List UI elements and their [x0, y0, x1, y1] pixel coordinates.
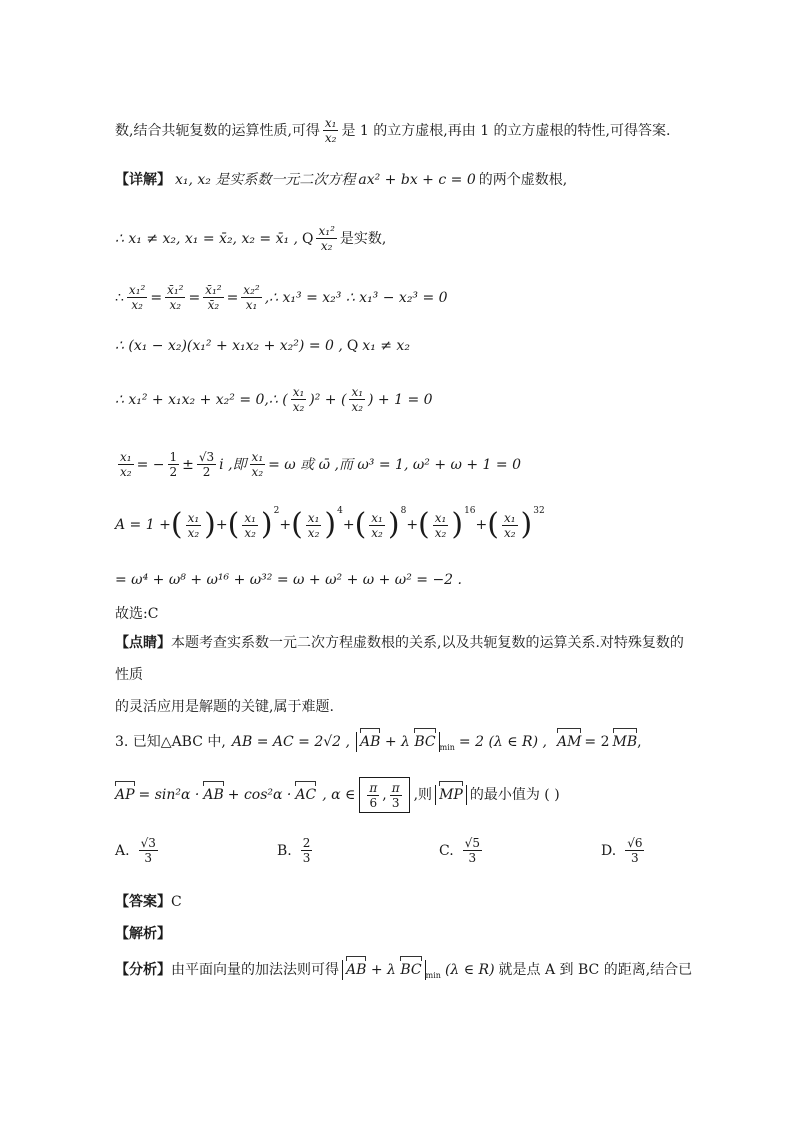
step5-line — [115, 450, 521, 479]
step1-q: Q — [302, 230, 314, 247]
fraction-numerator: π — [369, 780, 378, 795]
step7-expr: = ω⁴ + ω⁸ + ω¹⁶ + ω³² = ω + ω² + ω + ω² = −2 . — [115, 572, 462, 588]
root-fraction — [197, 450, 216, 479]
option-value — [625, 836, 644, 865]
fraction-numerator: x₁ — [120, 450, 132, 464]
plus-sign: + — [342, 517, 355, 533]
fraction-numerator: x₁ — [503, 510, 516, 525]
question3-line-2 — [115, 775, 560, 815]
step2-fraction-4 — [241, 283, 261, 312]
exponent: 2 — [273, 506, 280, 516]
option-c[interactable] — [439, 836, 485, 865]
comment-line-3 — [115, 697, 334, 717]
question3-cond1: AB = AC = 2√2 , — [231, 734, 350, 750]
choice-line — [115, 604, 158, 624]
fraction-numerator: x₁ — [434, 510, 447, 525]
fraction-denominator: x₂ — [434, 525, 447, 540]
step4-line — [115, 385, 433, 414]
fraction-denominator: 2 — [169, 465, 178, 479]
fraction-denominator: x₂ — [187, 525, 200, 540]
intro-line — [115, 116, 670, 145]
option-value — [139, 836, 158, 865]
fraction-numerator: x₁ — [324, 116, 337, 130]
ratio-fraction — [323, 116, 339, 145]
fraction-denominator: 3 — [302, 851, 311, 865]
analysis-lead: 由平面向量的加法法则可得 — [171, 962, 339, 978]
comma: , — [637, 734, 642, 750]
interval-upper — [390, 781, 402, 810]
option-a[interactable] — [115, 836, 161, 865]
fraction-numerator: x₁² — [128, 283, 146, 297]
paren-open: ( — [354, 507, 367, 542]
fraction-numerator: x₁² — [318, 224, 335, 238]
lambda-condition: (λ ∈ R) — [444, 962, 495, 978]
option-value — [463, 836, 482, 865]
fraction-denominator: x₂ — [324, 131, 337, 145]
fraction-denominator: x̄₂ — [207, 298, 220, 312]
vector-ab: AB — [359, 734, 381, 750]
fraction-denominator: x₂ — [244, 525, 256, 540]
comment-text-1: 本题考查实系数一元二次方程虚数根的关系,以及共轭复数的运算关系.对特殊复数的 — [171, 635, 684, 651]
paren-open: ( — [291, 507, 303, 542]
fraction-numerator: x₁ — [251, 450, 264, 464]
step4-fraction-1 — [291, 385, 307, 414]
option-label: B. — [277, 842, 292, 859]
step4-expr: ∴ x₁² + x₁x₂ + x₂² = 0,∴ ( — [115, 391, 288, 408]
paren-open: ( — [487, 507, 499, 542]
fraction-denominator: 2 — [202, 465, 211, 479]
fraction-numerator: x₁ — [307, 510, 320, 525]
step6-term-6 — [502, 511, 518, 540]
step7-line — [115, 570, 462, 590]
vector-ab: AB — [346, 962, 367, 978]
analysis-line — [115, 960, 692, 980]
answer-line — [115, 892, 182, 912]
option-label: C. — [439, 842, 454, 859]
exponent: 32 — [533, 506, 545, 516]
comment-line-1 — [115, 633, 684, 653]
interval-lower — [367, 781, 379, 810]
fraction-numerator: 2 — [302, 836, 311, 850]
fraction-denominator: 3 — [391, 795, 400, 810]
step6-term-1 — [186, 511, 202, 540]
fraction-denominator: x₂ — [169, 298, 182, 312]
detail-tag: 【详解】 — [115, 172, 171, 188]
step4-mid: )² + ( — [309, 391, 347, 408]
comment-tag: 【点睛】 — [115, 635, 171, 651]
step3-expr: ∴ (x₁ − x₂)(x₁² + x₁x₂ + x₂²) = 0 , — [115, 338, 343, 354]
choice-text: 故选:C — [115, 606, 159, 622]
a-lhs: A = 1 + — [115, 517, 171, 533]
fraction-numerator: √3 — [198, 450, 215, 464]
fraction-numerator: √5 — [464, 836, 480, 850]
min-subscript: min — [439, 743, 455, 752]
fraction-denominator: x₂ — [251, 465, 264, 479]
paren-open: ( — [227, 507, 240, 542]
paren-close: ) — [204, 507, 216, 542]
step2-fraction-2 — [165, 283, 185, 312]
vector-ab: AB — [203, 787, 224, 803]
option-label: D. — [601, 842, 617, 859]
step5-fraction-2 — [250, 450, 266, 479]
option-d[interactable] — [601, 836, 647, 865]
paren-close: ) — [260, 507, 273, 542]
paren-close: ) — [387, 507, 400, 542]
question3-prefix: 3. 已知△ABC 中, — [115, 734, 226, 750]
paren-close: ) — [451, 507, 464, 542]
step2-line: ∴ $\frac{\text{x₁²}}{\text{x₂}}$ = $\frac{\text{x̄₁²}}{\text{x₂}}$ = $\frac{\text{x̄₁²}}{\text{x̄₂}}$ = $\frac{\text{x₂²}}{\text{x₁}}$ ,∴ x₁³ = x₂³ ∴ x₁³ − x₂³ = 0 — [115, 283, 448, 312]
fraction-denominator: 6 — [369, 795, 378, 810]
question3-ask: 的最小值为 ( ) — [469, 787, 560, 803]
detail-text-b: 的两个虚数根, — [478, 172, 568, 188]
fraction-numerator: x₁ — [187, 510, 200, 525]
quadratic-equation: ax² + bx + c = 0 — [358, 172, 476, 188]
mp-abs — [435, 785, 467, 805]
step3-cond: x₁ ≠ x₂ — [362, 338, 410, 354]
fraction-denominator: x₂ — [120, 465, 132, 479]
comment-text-2: 性质 — [115, 667, 143, 683]
step4-fraction-2 — [349, 385, 365, 414]
step6-term-2 — [242, 511, 258, 540]
half-fraction — [168, 450, 180, 479]
answer-value: C — [171, 894, 182, 910]
vector-abs — [356, 732, 440, 752]
plus-minus: ± — [182, 456, 194, 473]
step2-fraction-1 — [127, 283, 147, 312]
fraction-numerator: x₁ — [371, 510, 383, 525]
fraction-numerator: x₂² — [243, 283, 260, 297]
step3-line — [115, 336, 410, 356]
ap-expr-a: = sin²α · — [138, 787, 200, 803]
then-text: ,则 — [413, 787, 433, 803]
vector-am: AM — [556, 734, 582, 750]
fraction-denominator: x₂ — [292, 400, 305, 414]
vector-bc: BC — [400, 962, 422, 978]
option-b[interactable] — [277, 836, 315, 865]
answer-tag: 【答案】 — [115, 894, 171, 910]
step3-q: Q — [346, 338, 359, 354]
vector-mp: MP — [439, 787, 463, 803]
alpha-range: , α ∈ — [322, 787, 356, 803]
step1-expr: ∴ x₁ ≠ x₂, x₁ = x̄₂, x₂ = x̄₁ , — [115, 230, 298, 247]
step6-term-5 — [433, 511, 449, 540]
min-equation: = 2 (λ ∈ R) , — [458, 734, 547, 750]
step4-tail: ) + 1 = 0 — [368, 391, 433, 408]
step5-i-text: i ,即 — [219, 456, 247, 473]
fraction-denominator: x₂ — [320, 239, 333, 253]
step6-line — [115, 505, 545, 545]
fraction-denominator: x₂ — [503, 525, 516, 540]
fraction-denominator: 3 — [144, 851, 153, 865]
therefore-symbol: ∴ — [115, 289, 124, 306]
plus-lambda: + λ — [384, 734, 410, 750]
fraction-numerator: x₁ — [244, 510, 256, 525]
analysis-tag: 【解析】 — [115, 926, 171, 942]
paren-close: ) — [324, 507, 337, 542]
step6-term-4 — [369, 511, 385, 540]
fraction-numerator: π — [391, 780, 400, 795]
analysis-tag-line — [115, 924, 171, 944]
comment-text-3: 的灵活应用是解题的关键,属于难题. — [115, 699, 334, 715]
question3-line-1 — [115, 732, 642, 752]
fraction-denominator: x₂ — [351, 400, 364, 414]
plus-sign: + — [406, 517, 419, 533]
fraction-denominator: x₂ — [371, 525, 383, 540]
fraction-numerator: x̄₁² — [205, 283, 222, 297]
step1-fraction — [316, 224, 336, 253]
plus-sign: + — [475, 517, 488, 533]
fraction-numerator: √3 — [140, 836, 156, 850]
step2-fraction-3 — [203, 283, 223, 312]
step5-omega: = ω 或 ω̄ ,而 ω³ = 1, ω² + ω + 1 = 0 — [268, 456, 522, 473]
plus-sign: + — [279, 517, 292, 533]
option-label: A. — [115, 842, 130, 859]
analysis-sub-tag: 【分析】 — [115, 962, 171, 978]
step6-term-3 — [306, 511, 322, 540]
equals-minus: = − — [136, 456, 165, 473]
detail-text-a: x₁, x₂ 是实系数一元二次方程 — [175, 172, 356, 188]
paren-close: ) — [520, 507, 533, 542]
vector-mb: MB — [612, 734, 638, 750]
equals-two: = 2 — [584, 734, 610, 750]
exponent: 16 — [464, 506, 476, 516]
fraction-denominator: x₁ — [245, 298, 258, 312]
intro-tail: 是 1 的立方虚根,再由 1 的立方虚根的特性,可得答案. — [341, 122, 671, 139]
comment-line-2 — [115, 665, 143, 685]
analysis-tail: 就是点 A 到 BC 的距离,结合已 — [498, 962, 693, 978]
exponent: 4 — [337, 506, 343, 516]
ap-expr-b: + cos²α · — [227, 787, 292, 803]
paren-open: ( — [418, 507, 430, 542]
interval: $\frac{\pi}{6}$ , $\frac{\pi}{3}$ — [359, 777, 409, 813]
min-subscript: min — [425, 971, 441, 980]
fraction-denominator: 3 — [468, 851, 477, 865]
detail-line — [115, 170, 567, 190]
fraction-denominator: x₂ — [131, 298, 143, 312]
fraction-denominator: 3 — [631, 851, 639, 865]
fraction-numerator: 1 — [169, 450, 178, 464]
intro-lead: 数,结合共轭复数的运算性质,可得 — [115, 122, 320, 139]
exponent: 8 — [400, 506, 407, 516]
step1-line — [115, 224, 386, 253]
step2-tail: ,∴ x₁³ = x₂³ ∴ x₁³ − x₂³ = 0 — [264, 289, 448, 306]
fraction-numerator: √6 — [627, 836, 643, 850]
step1-tail: 是实数, — [339, 230, 387, 247]
vector-ac: AC — [295, 787, 317, 803]
fraction-numerator: x̄₁² — [167, 283, 184, 297]
fraction-numerator: x₁ — [292, 385, 305, 399]
vector-bc: BC — [414, 734, 436, 750]
vector-abs — [342, 960, 426, 980]
plus-sign: + — [215, 517, 228, 533]
step5-fraction-1 — [118, 450, 134, 479]
plus-lambda: + λ — [370, 962, 396, 978]
option-value — [301, 836, 313, 865]
paren-open: ( — [170, 507, 183, 542]
fraction-numerator: x₁ — [351, 385, 364, 399]
vector-ap: AP — [115, 787, 135, 803]
fraction-denominator: x₂ — [307, 525, 320, 540]
